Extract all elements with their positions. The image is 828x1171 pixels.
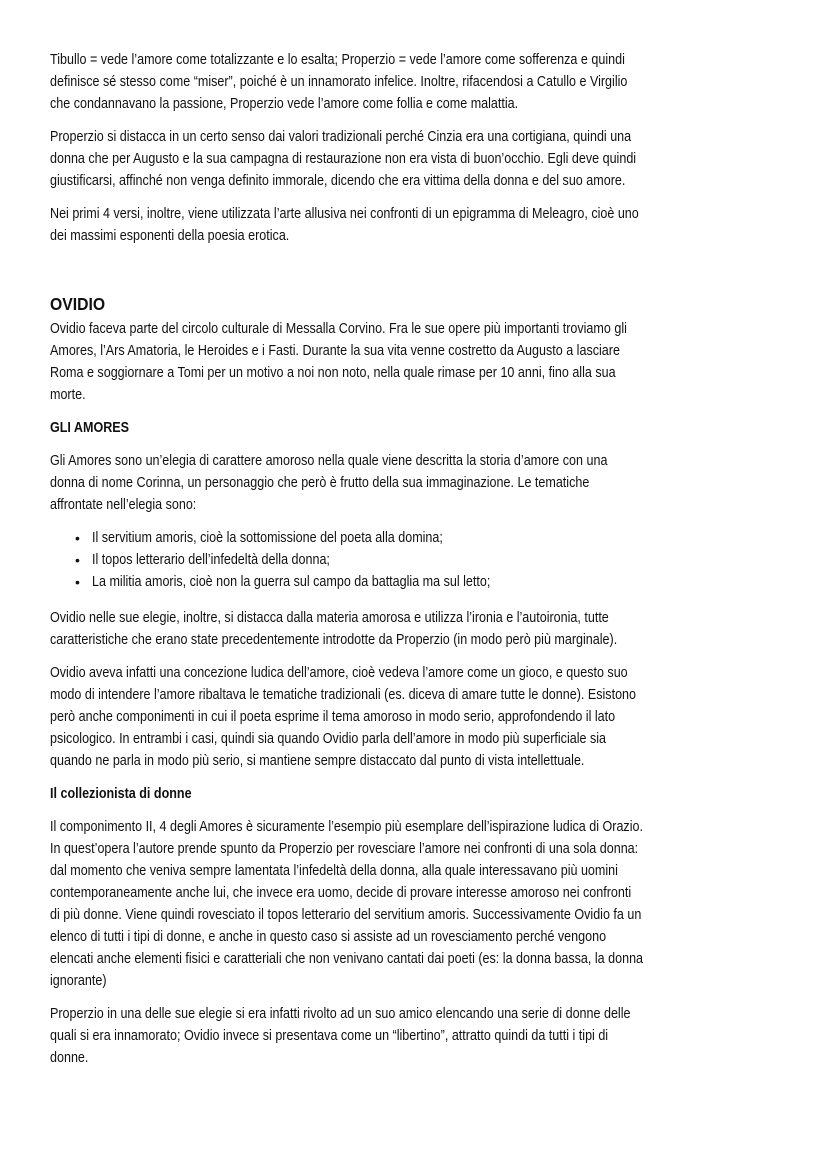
paragraph-amores-intro [50, 450, 790, 516]
heading-ovidio: OVIDIO [50, 294, 106, 314]
text-line: elencati anche elementi fisici e caratteriali che non venivano cantati dai poeti (es: la donna bassa, la donna [50, 951, 644, 967]
paragraph-primi-versi [50, 203, 790, 247]
text-line: dal momento che veniva sempre lamentata l’infedeltà della donna, alla quale interessavano più uomini [50, 863, 618, 879]
list-item-text: Il servitium amoris, cioè la sottomissione del poeta alla domina; [92, 530, 443, 546]
text-line: psicologico. In entrambi i casi, quindi sia quando Ovidio parla dell’amore in modo più superficiale sia [50, 731, 607, 747]
text-line: ignorante) [50, 973, 107, 989]
paragraph-ironia [50, 607, 790, 651]
list-item [50, 571, 790, 593]
text-line: però anche componimenti in cui il poeta esprime il tema amoroso in modo serio, approfondendo il lato [50, 709, 616, 725]
list-item [50, 549, 790, 571]
text-line: Tibullo = vede l’amore come totalizzante e lo esalta; Properzio = vede l’amore come sofferenza e quindi [50, 52, 625, 68]
text-line: Ovidio nelle sue elegie, inoltre, si distacca dalla materia amorosa e utilizza l’ironia e l’autoironia, tutte [50, 610, 609, 626]
themes-list [50, 527, 790, 593]
text-line: Amores, l’Ars Amatoria, le Heroides e i Fasti. Durante la sua vita venne costretto da Augusto a lasciare [50, 343, 620, 359]
text-line: donna che per Augusto e la sua campagna di restaurazione non era vista di buon’occhio. Egli deve quindi [50, 151, 637, 167]
text-line: morte. [50, 387, 86, 403]
text-line: donne. [50, 1050, 89, 1066]
paragraph-libertino [50, 1003, 790, 1069]
paragraph-ovidio-intro [50, 318, 790, 406]
bullet-icon: • [75, 530, 80, 546]
text-line: definisce sé stesso come “miser”, poiché è un innamorato infelice. Inoltre, rifacendosi a Catullo e Virgilio [50, 74, 628, 90]
text-line: giustificarsi, affinché non venga definito immorale, dicendo che era vittima della donna e del suo amore. [50, 173, 626, 189]
text-line: quando ne parla in modo più serio, si mantiene sempre distaccato dal punto di vista intellettuale. [50, 753, 585, 769]
text-line: elenco di tutti i tipi di donne, e anche in questo caso si assiste ad un rovesciamento perché vengono [50, 929, 607, 945]
text-line: modo di intendere l’amore ribaltava le tematiche tradizionali (es. diceva di amare tutte le donne). Esistono [50, 687, 637, 703]
text-line: Roma e soggiornare a Tomi per un motivo a noi non noto, nella quale rimase per 10 anni, fino alla sua [50, 365, 616, 381]
list-item-text: La militia amoris, cioè non la guerra sul campo da battaglia ma sul letto; [92, 574, 491, 590]
text-line: Properzio in una delle sue elegie si era infatti rivolto ad un suo amico elencando una serie di donne delle [50, 1006, 631, 1022]
text-line: caratteristiche che erano state precedentemente introdotte da Properzio (in modo però più marginale). [50, 632, 618, 648]
text-line: Ovidio faceva parte del circolo culturale di Messalla Corvino. Fra le sue opere più importanti troviamo gli [50, 321, 627, 337]
text-line: quali si era innamorato; Ovidio invece si presentava come un “libertino”, attratto quindi da tutti i tipi di [50, 1028, 609, 1044]
list-item-text: Il topos letterario dell’infedeltà della donna; [92, 552, 330, 568]
text-line: Properzio si distacca in un certo senso dai valori tradizionali perché Cinzia era una cortigiana, quindi una [50, 129, 632, 145]
text-line: affrontate nell’elegia sono: [50, 497, 197, 513]
text-line: donna di nome Corinna, un personaggio che però è frutto della sua immaginazione. Le tematiche [50, 475, 590, 491]
text-line: contemporaneamente anche lui, che invece era uomo, decide di provare interesse amoroso nei confronti [50, 885, 632, 901]
text-line: In quest’opera l’autore prende spunto da Properzio per rovesciare l’amore nei confronti di una sola donna: [50, 841, 639, 857]
text-line: Nei primi 4 versi, inoltre, viene utilizzata l’arte allusiva nei confronti di un epigramma di Meleagro, cioè uno [50, 206, 639, 222]
text-line: che condannavano la passione, Properzio vede l’amore come follia e come malattia. [50, 96, 519, 112]
text-line: Ovidio aveva infatti una concezione ludica dell’amore, cioè vedeva l’amore come un gioco, e questo suo [50, 665, 628, 681]
text-line: di più donne. Viene quindi rovesciato il topos letterario del servitium amoris. Successivamente Ovidio fa un [50, 907, 642, 923]
bullet-icon: • [75, 552, 80, 568]
paragraph-ludica [50, 662, 790, 772]
paragraph-properzio [50, 126, 790, 192]
document-page [50, 49, 790, 1080]
text-line: dei massimi esponenti della poesia erotica. [50, 228, 290, 244]
heading-gli-amores: GLI AMORES [50, 420, 130, 436]
heading-collezionista: Il collezionista di donne [50, 786, 192, 802]
text-line: Gli Amores sono un’elegia di carattere amoroso nella quale viene descritta la storia d’amore con una [50, 453, 608, 469]
paragraph-componimento [50, 816, 790, 992]
bullet-icon: • [75, 574, 80, 590]
paragraph-tibullo [50, 49, 790, 115]
text-line: Il componimento II, 4 degli Amores è sicuramente l’esempio più esemplare dell’ispirazione ludica di Orazio. [50, 819, 643, 835]
list-item [50, 527, 790, 549]
